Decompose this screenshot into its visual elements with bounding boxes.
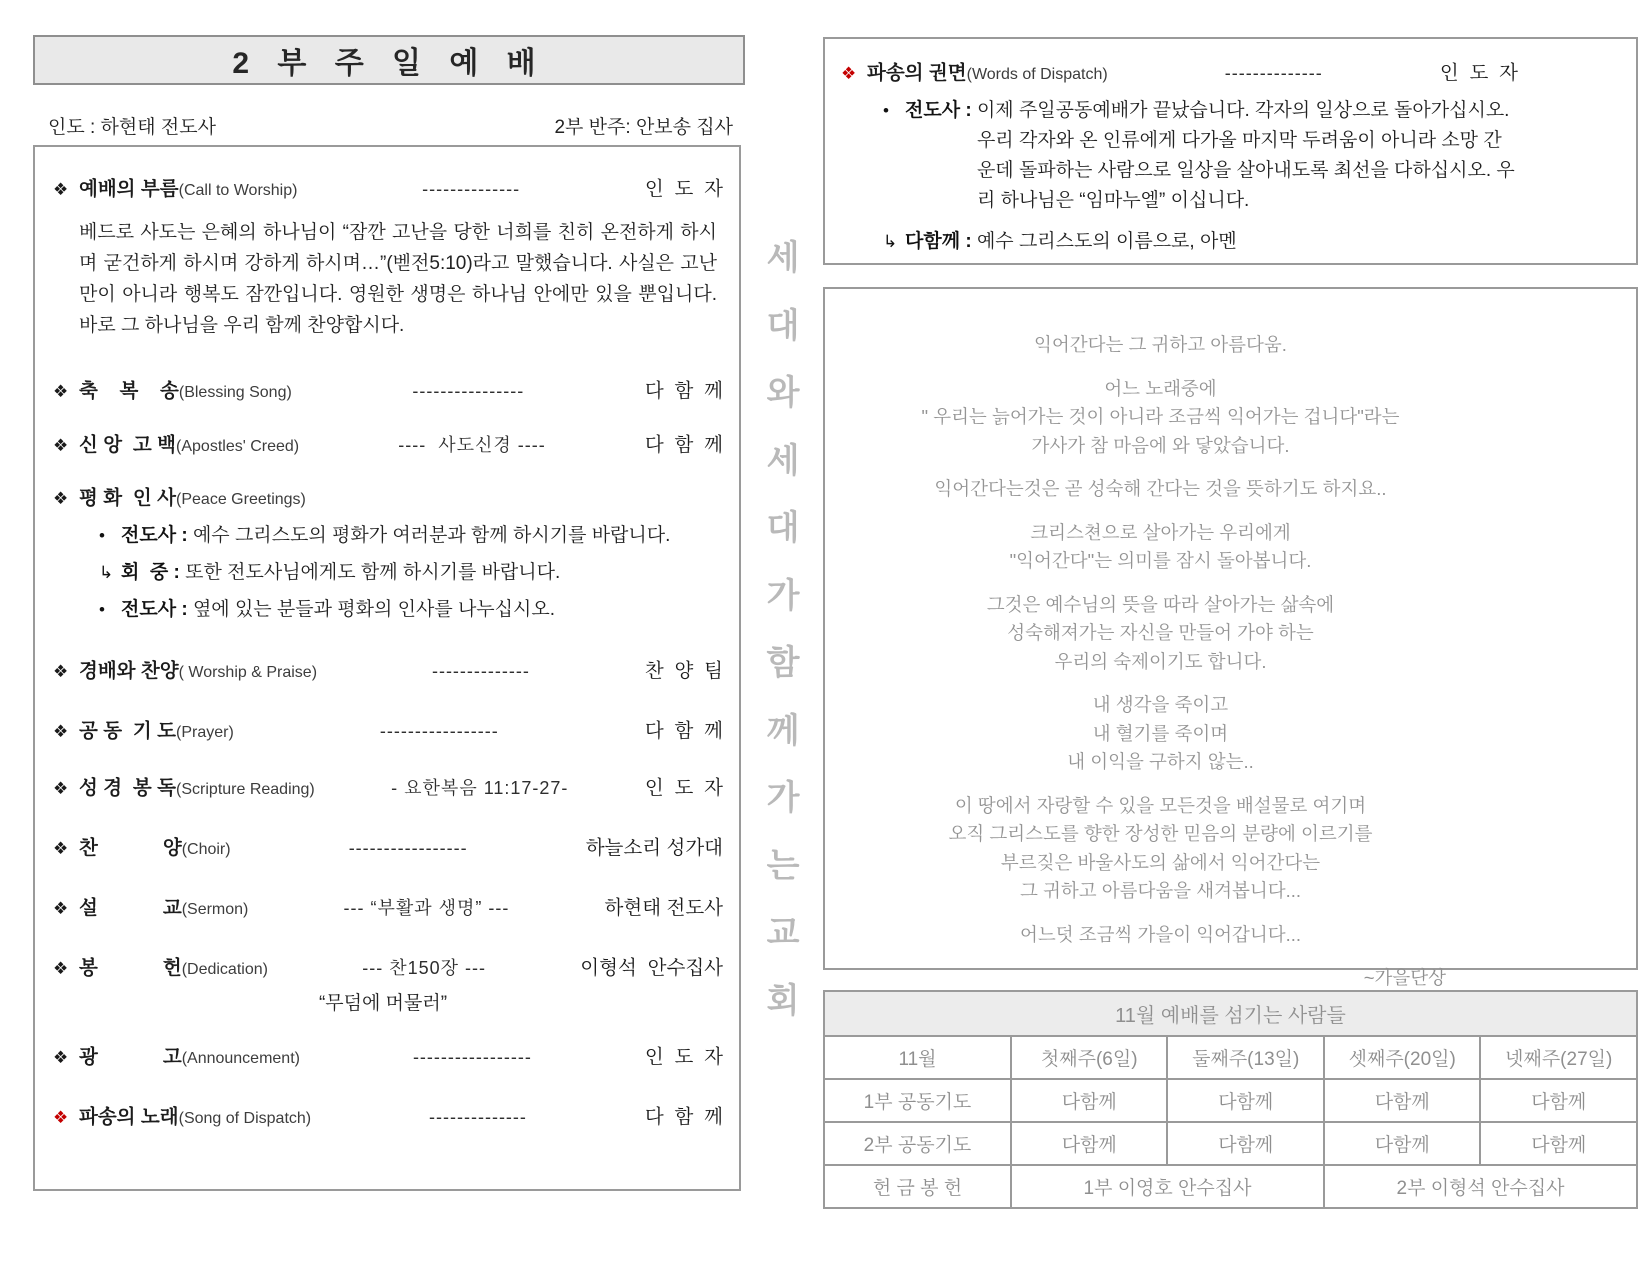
order-performer: 다 함 께 xyxy=(644,720,723,742)
order-performer: 하늘소리 성가대 xyxy=(585,837,723,859)
order-label: 찬 양 xyxy=(79,837,182,859)
dedication-hymn-title: “무덤에 머물러” xyxy=(318,993,448,1014)
table-row xyxy=(824,1122,1637,1165)
dialogue-text: 예수 그리스도의 평화가 여러분과 함께 하시기를 바랍니다. xyxy=(192,525,671,546)
row-label: 2부 공동기도 xyxy=(824,1122,1011,1165)
order-performer: 다 함 께 xyxy=(644,434,723,456)
order-item-prayer xyxy=(53,715,723,743)
table-offering-row xyxy=(824,1165,1637,1208)
diamond-icon: ❖ xyxy=(53,1048,69,1067)
poem-line: 그것은 예수님의 뜻을 따라 살아가는 삶속에 xyxy=(986,593,1335,615)
order-label: 예배의 부름 xyxy=(79,178,179,200)
order-label-en: (Song of Dispatch) xyxy=(178,1110,312,1127)
arrow-icon: ↳ xyxy=(883,232,898,251)
vertical-motto xyxy=(762,230,804,1022)
row-label: 헌 금 봉 헌 xyxy=(824,1165,1011,1208)
order-performer: 이형석 안수집사 xyxy=(580,957,723,979)
poem-line: "익어간다"는 의미를 잠시 돌아봅니다. xyxy=(1009,550,1312,571)
motto-char: 대 xyxy=(766,509,800,548)
order-label: 성 경 봉 독 xyxy=(79,777,177,799)
order-dashes: ----------------- xyxy=(348,838,468,858)
table-cell: 다함께 xyxy=(1480,1122,1637,1165)
order-label-en: (Words of Dispatch) xyxy=(966,66,1108,83)
order-item-peace-greetings xyxy=(53,482,723,510)
worship-order-box xyxy=(33,145,741,1191)
table-cell: 다함께 xyxy=(1324,1122,1481,1165)
order-performer: 인 도 자 xyxy=(644,1046,723,1068)
order-label-en: (Apostles' Creed) xyxy=(176,438,300,455)
dispatch-heading xyxy=(841,57,1618,85)
dialogue-line xyxy=(99,520,723,551)
dot-icon: • xyxy=(99,526,105,545)
order-label: 평 화 인 사 xyxy=(79,487,177,509)
peace-greetings-dialogue xyxy=(99,520,723,625)
order-dashes: ---------------- xyxy=(412,381,525,401)
diamond-icon-red: ❖ xyxy=(841,64,857,83)
words-of-dispatch-box xyxy=(823,37,1638,265)
table-header-cell: 11월 xyxy=(824,1036,1011,1079)
order-performer: 다 함 께 xyxy=(644,1106,723,1128)
table-row xyxy=(824,1079,1637,1122)
poem-line: 이 땅에서 자랑할 수 있을 모든것을 배설물로 여기며 xyxy=(954,794,1367,816)
dialogue-line xyxy=(883,95,1618,216)
dot-icon: • xyxy=(883,101,889,120)
table-cell: 다함께 xyxy=(1011,1122,1168,1165)
poem-line: 내 이익을 구하지 않는.. xyxy=(1067,751,1254,772)
dialogue-speaker: 전도사 : xyxy=(905,100,977,121)
table-title: 11월 예배를 섬기는 사람들 xyxy=(824,991,1637,1036)
order-dashes: ----------------- xyxy=(379,721,499,741)
motto-char: 세 xyxy=(766,239,800,277)
diamond-icon: ❖ xyxy=(53,662,69,681)
poem-stanza xyxy=(835,591,1486,677)
order-dashes: --- 찬150장 --- xyxy=(362,958,487,978)
order-item-dedication xyxy=(53,952,723,980)
order-item-blessing-song xyxy=(53,375,723,403)
dialogue-text: 또한 전도사님에게도 함께 하시기를 바랍니다. xyxy=(185,562,561,583)
order-dashes: -------------- xyxy=(429,1107,527,1127)
meditation-poem-box xyxy=(823,287,1638,988)
motto-char: 세 xyxy=(766,441,800,480)
order-label-en: (Peace Greetings) xyxy=(176,491,306,508)
table-cell: 다함께 xyxy=(1324,1079,1481,1122)
poem-stanza xyxy=(835,519,1486,576)
table-cell: 다함께 xyxy=(1167,1122,1324,1165)
diamond-icon: ❖ xyxy=(53,489,69,508)
dialogue-text: 이제 주일공동예배가 끝났습니다. 각자의 일상으로 돌아가십시오. 우리 각자와 온 인류에게 다가올 마지막 두려움이 아니라 소망 간운데 돌파하는 사람으로 일상을 살아내도록 최선을 다하십시오. 우리 하나님은 “임마누엘” 이십니다. xyxy=(976,100,1515,211)
poem-stanza xyxy=(835,375,1486,461)
table-title-row xyxy=(824,991,1637,1036)
table-cell: 다함께 xyxy=(1011,1079,1168,1122)
dot-icon: • xyxy=(99,600,105,619)
dialogue-speaker: 회 중 : xyxy=(121,562,186,583)
order-item-call-to-worship xyxy=(53,173,723,201)
order-label-en: (Choir) xyxy=(181,841,231,858)
motto-char: 대 xyxy=(766,306,800,345)
order-item-song-of-dispatch xyxy=(53,1101,723,1129)
order-dashes: ----------------- xyxy=(412,1047,532,1067)
arrow-icon: ↳ xyxy=(99,563,114,582)
page-title: 2 부 주 일 예 배 xyxy=(232,47,546,80)
poem-line: 가사가 참 마음에 와 닿았습니다. xyxy=(1031,434,1290,456)
order-item-apostles-creed xyxy=(53,429,723,457)
diamond-icon: ❖ xyxy=(53,382,69,401)
motto-char: 교 xyxy=(766,914,800,953)
dialogue-text: 예수 그리스도의 이름으로, 아멘 xyxy=(976,231,1237,252)
dialogue-speaker: 다함께 : xyxy=(905,231,977,252)
dialogue-text: 옆에 있는 분들과 평화의 인사를 나누십시오. xyxy=(192,599,555,620)
order-label: 봉 헌 xyxy=(79,957,182,979)
motto-char: 께 xyxy=(766,711,800,750)
order-label-en: ( Worship & Praise) xyxy=(178,664,318,681)
poem-line: 익어간다는것은 곧 성숙해 간다는 것을 뜻하기도 하지요.. xyxy=(934,478,1387,499)
diamond-icon: ❖ xyxy=(53,722,69,741)
poem-line: 오직 그리스도를 향한 장성한 믿음의 분량에 이르기를 xyxy=(948,823,1373,844)
table-header-cell: 셋째주(20일) xyxy=(1324,1036,1481,1079)
leader-row xyxy=(48,112,733,139)
poem-line: 우리의 숙제이기도 합니다. xyxy=(1054,650,1267,672)
order-item-worship-praise xyxy=(53,655,723,683)
dialogue-line xyxy=(883,226,1618,257)
table-cell: 다함께 xyxy=(1480,1079,1637,1122)
dialogue-speaker: 전도사 : xyxy=(121,599,193,620)
poem-line: 익어간다는 그 귀하고 아름다움. xyxy=(1034,334,1287,355)
order-performer: 인 도 자 xyxy=(644,178,723,200)
order-item-scripture-reading xyxy=(53,772,723,800)
order-label: 신 앙 고 백 xyxy=(79,434,177,456)
service-leader: 인도 : 하현태 전도사 xyxy=(48,117,216,138)
order-dashes: -------------- xyxy=(431,661,530,681)
order-dashes: ---- 사도신경 ---- xyxy=(398,435,546,455)
order-label: 파송의 권면 xyxy=(867,62,967,84)
order-label-en: (Sermon) xyxy=(181,901,249,918)
poem-line: 크리스쳔으로 살아가는 우리에게 xyxy=(1030,521,1291,543)
poem-line: 내 혈기를 죽이며 xyxy=(1092,722,1229,744)
order-dashes: -------------- xyxy=(422,179,521,199)
diamond-icon: ❖ xyxy=(53,180,69,199)
motto-char: 함 xyxy=(766,644,800,683)
order-label-en: (Prayer) xyxy=(176,724,234,741)
poem-line: 어느 노래중에 xyxy=(1104,377,1217,399)
poem-line: 내 생각을 죽이고 xyxy=(1092,694,1229,715)
diamond-icon: ❖ xyxy=(53,779,69,798)
order-label: 광 고 xyxy=(79,1046,182,1068)
service-title-box xyxy=(33,35,745,85)
order-label: 파송의 노래 xyxy=(79,1106,179,1128)
order-label: 축 복 송 xyxy=(79,380,179,402)
table-cell: 다함께 xyxy=(1167,1079,1324,1122)
order-performer: 찬 양 팀 xyxy=(644,660,723,682)
table-header-cell: 넷째주(27일) xyxy=(1480,1036,1637,1079)
motto-char: 회 xyxy=(766,981,800,1020)
poem-stanza xyxy=(835,475,1486,504)
order-item-announcement xyxy=(53,1041,723,1069)
dialogue-speaker: 전도사 : xyxy=(121,525,193,546)
table-header-cell: 둘째주(13일) xyxy=(1167,1036,1324,1079)
row-label: 1부 공동기도 xyxy=(824,1079,1011,1122)
poem-line: 어느덧 조금씩 가을이 익어갑니다... xyxy=(1019,923,1302,945)
motto-char: 와 xyxy=(766,374,800,413)
order-label: 설 교 xyxy=(79,897,182,919)
order-label-en: (Announcement) xyxy=(181,1050,300,1067)
table-header-cell: 첫째주(6일) xyxy=(1011,1036,1168,1079)
order-item-choir xyxy=(53,832,723,860)
table-header-row xyxy=(824,1036,1637,1079)
motto-char: 는 xyxy=(766,846,800,885)
november-serving-table xyxy=(823,990,1638,1209)
poem-stanza xyxy=(835,921,1486,950)
order-performer: 하현태 전도사 xyxy=(604,897,723,919)
diamond-icon: ❖ xyxy=(53,899,69,918)
poem-stanza xyxy=(835,331,1486,360)
call-to-worship-paragraph: 베드로 사도는 은혜의 하나님이 “잠깐 고난을 당한 너희를 친히 온전하게 하시며 굳건하게 하시며 강하게 하시며…”(벧전5:10)라고 말했습니다. 사실은 고난만이 아니라 행복도 잠깐입니다. 영원한 생명은 하나님 안에만 있을 뿐입니다. 바로 그 하나님을 우리 함께 찬양합시다. xyxy=(79,222,717,336)
poem-signature: ~가을단상 xyxy=(1363,967,1446,988)
order-performer: 인 도 자 xyxy=(644,777,723,799)
diamond-icon: ❖ xyxy=(53,436,69,455)
service-accompanist: 2부 반주: 안보송 집사 xyxy=(554,117,733,138)
diamond-icon: ❖ xyxy=(53,839,69,858)
poem-stanza xyxy=(835,792,1486,906)
order-performer: 다 함 께 xyxy=(644,380,723,402)
dialogue-line xyxy=(99,557,723,588)
order-dashes: --- “부활과 생명” --- xyxy=(343,898,510,918)
order-label: 경배와 찬양 xyxy=(79,660,179,682)
order-label-en: (Blessing Song) xyxy=(178,384,292,401)
table-cell: 1부 이영호 안수집사 xyxy=(1011,1165,1324,1208)
motto-char: 가 xyxy=(766,576,800,615)
diamond-icon-red: ❖ xyxy=(53,1108,69,1127)
poem-stanza xyxy=(835,691,1486,777)
order-label-en: (Call to Worship) xyxy=(178,182,298,199)
order-performer: 인 도 자 xyxy=(1439,62,1518,84)
order-dashes: - 요한복음 11:17-27- xyxy=(391,778,569,798)
poem-line: 부르짖은 바울사도의 삶에서 익어간다는 xyxy=(1000,851,1321,873)
motto-char: 가 xyxy=(766,779,800,818)
poem-line: " 우리는 늙어가는 것이 아니라 조금씩 익어가는 겁니다"라는 xyxy=(921,406,1400,427)
order-label-en: (Scripture Reading) xyxy=(176,781,315,798)
order-label: 공 동 기 도 xyxy=(79,720,177,742)
order-item-sermon xyxy=(53,892,723,920)
order-label-en: (Dedication) xyxy=(181,961,268,978)
diamond-icon: ❖ xyxy=(53,959,69,978)
poem-line: 그 귀하고 아름다움을 새겨봅니다... xyxy=(1019,880,1302,901)
order-dashes: -------------- xyxy=(1224,63,1323,83)
poem-line: 성숙해져가는 자신을 만들어 가야 하는 xyxy=(1007,622,1314,643)
table-cell: 2부 이형석 안수집사 xyxy=(1324,1165,1637,1208)
dialogue-line xyxy=(99,594,723,625)
